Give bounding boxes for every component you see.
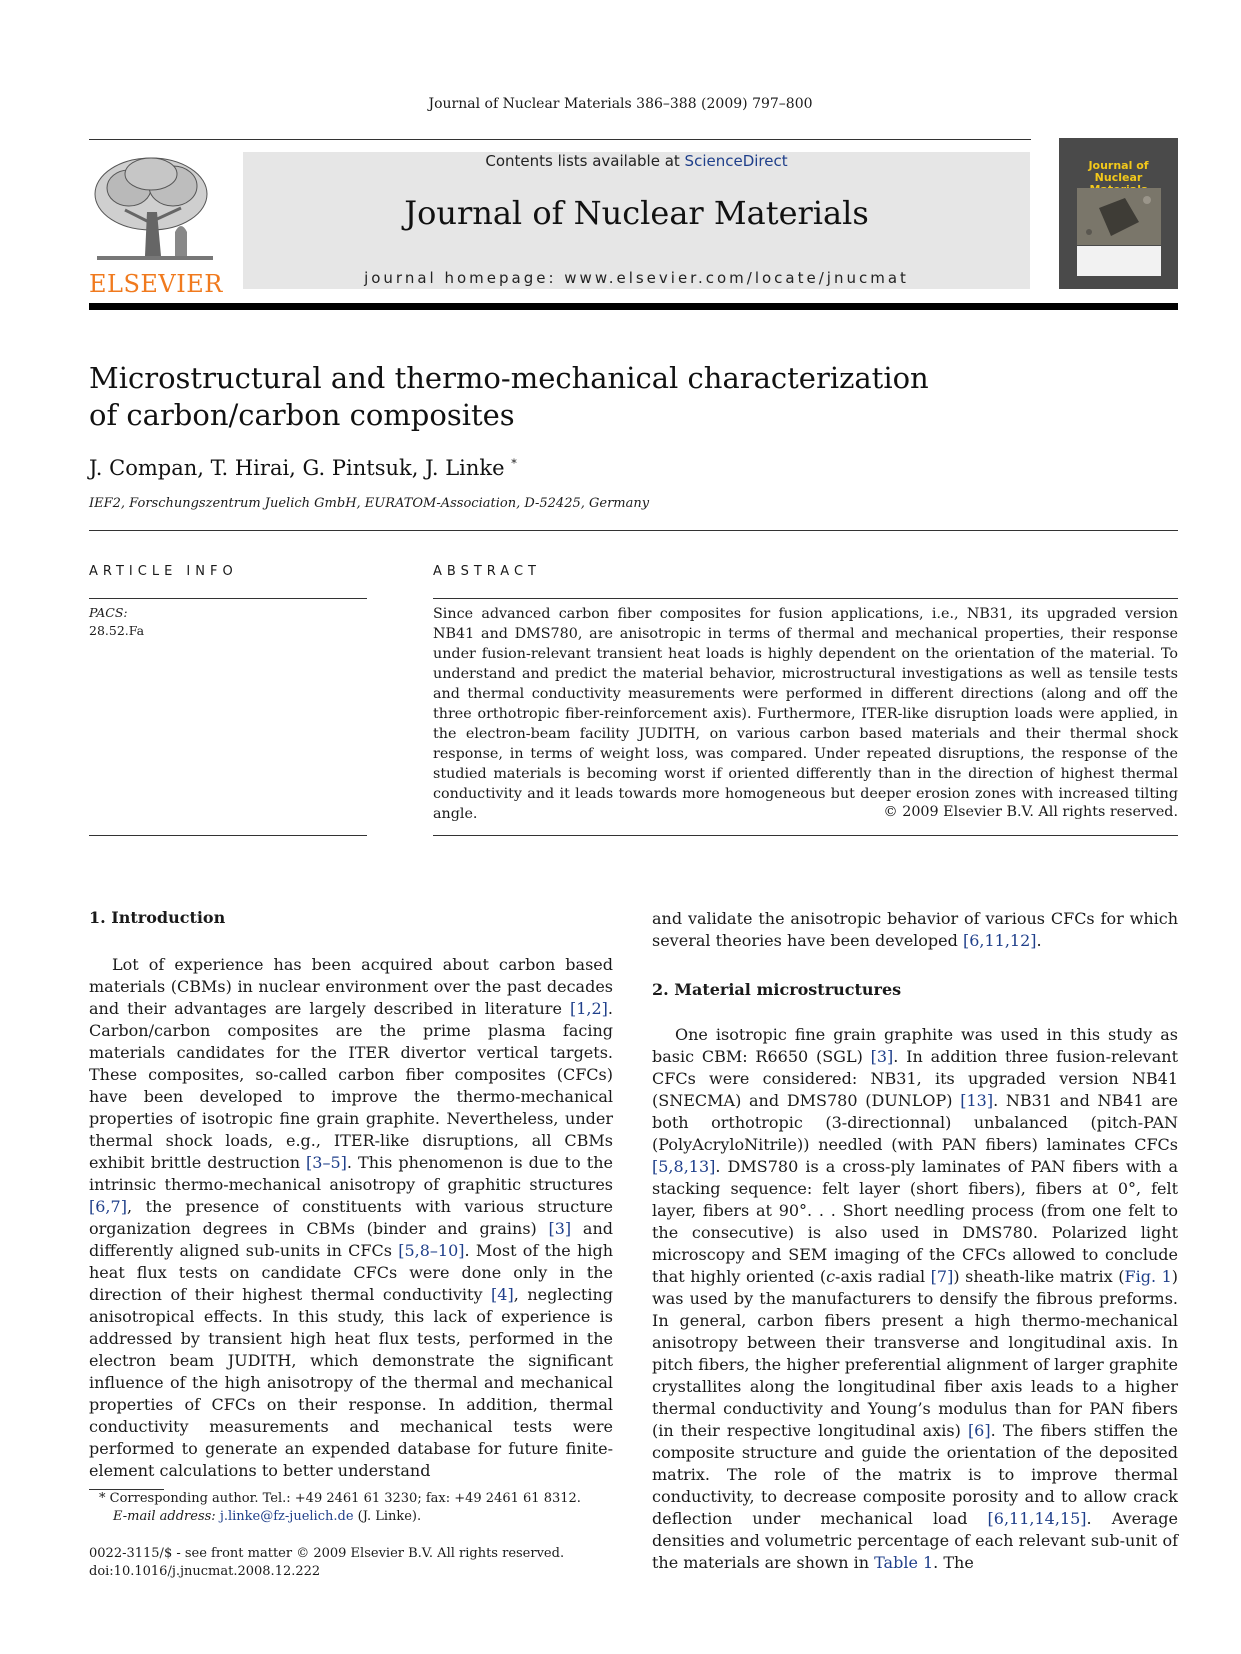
footnote-mark: * xyxy=(99,1491,106,1506)
email-link[interactable]: j.linke@fz-juelich.de xyxy=(219,1509,354,1524)
citation-link[interactable]: [3] xyxy=(870,1047,894,1066)
abstract-bottom-rule xyxy=(433,835,1178,836)
figure-link[interactable]: Fig. 1 xyxy=(1124,1267,1172,1286)
table-link[interactable]: Table 1 xyxy=(874,1553,934,1572)
intro-heading: 1. Introduction xyxy=(89,908,226,927)
title-line-1: Microstructural and thermo-mechanical characterization xyxy=(89,361,929,395)
doi[interactable]: doi:10.1016/j.jnucmat.2008.12.222 xyxy=(89,1564,321,1579)
abstract-text: Since advanced carbon fiber composites for fusion applications, i.e., NB31, its upgraded version NB41 and DMS780, are anisotropic in terms of thermal and mechanical properties, their response under fusion-relevant transient heat loads is highly dependent on the orientation of the material. To understand and predict the material behavior, microstructural investigations as well as tensile tests and thermal conductivity measurements were performed in different directions (along and off the three orthotropic fiber-reinforcement axis). Furthermore, ITER-like disruption loads were applied, in the electron-beam facility JUDITH, on various carbon based materials and their thermal shock response, in terms of weight loss, was compared. Under repeated disruptions, the response of the studied materials is becoming worst if oriented differently than in the direction of highest thermal conductivity and it leads towards more homogeneous but deeper erosion zones with increased tilting angle. xyxy=(433,606,1178,822)
journal-title: Journal of Nuclear Materials xyxy=(404,194,869,232)
header-thick-rule xyxy=(89,303,1178,310)
corresponding-mark[interactable]: * xyxy=(511,457,517,470)
cover-title: Journal of Nuclear xyxy=(1088,159,1149,184)
article-info-bottom-rule xyxy=(89,835,367,836)
materials-heading: 2. Material microstructures xyxy=(652,980,902,999)
citation-link[interactable]: [6,11,12] xyxy=(962,931,1037,950)
citation-link[interactable]: [5,8,13] xyxy=(652,1157,716,1176)
citation-link[interactable]: [6,7] xyxy=(89,1197,127,1216)
cover-footer xyxy=(1077,246,1161,276)
sciencedirect-link[interactable]: ScienceDirect xyxy=(684,152,788,170)
title-rule xyxy=(89,530,1178,531)
email-note: E-mail address: j.linke@fz-juelich.de (J. Linke). xyxy=(113,1509,422,1524)
email-label: E-mail address: xyxy=(113,1509,216,1524)
citation-link[interactable]: [4] xyxy=(491,1285,514,1304)
cover-image xyxy=(1077,188,1161,245)
abstract-rule xyxy=(433,598,1178,599)
affiliation: IEF2, Forschungszentrum Juelich GmbH, EURATOM-Association, D-52425, Germany xyxy=(89,496,650,511)
front-matter: 0022-3115/$ - see front matter © 2009 Elsevier B.V. All rights reserved. xyxy=(89,1546,565,1561)
abstract-copyright: © 2009 Elsevier B.V. All rights reserved. xyxy=(883,804,1178,820)
intro-continuation: and validate the anisotropic behavior of various CFCs for which several theories have been developed [6,11,12]. xyxy=(652,909,1178,950)
cover-micrograph xyxy=(1077,188,1161,245)
citation-link[interactable]: [6] xyxy=(967,1421,991,1440)
article-title xyxy=(89,360,989,434)
pacs-value: 28.52.Fa xyxy=(89,623,145,638)
tree-logo-graphic xyxy=(89,152,219,264)
intro-paragraph: Lot of experience has been acquired about carbon based materials (CBMs) in nuclear environment over the past decades and their advantages are largely described in literature [1,2]. Carbon/carbon composites are the prime plasma facing materials candidates for the ITER divertor vertical targets. These composites, so-called carbon fiber composites (CFCs) have been developed to improve the thermo-mechanical properties of isotropic fine grain graphite. Nevertheless, under thermal shock loads, e.g., ITER-like disruptions, all CBMs exhibit brittle destruction [3–5]. This phenomenon is due to the intrinsic thermo-mechanical anisotropy of graphitic structures [6,7], the presence of constituents with various structure organization degrees in CBMs (binder and grains) [3] and differently aligned sub-units in CFCs [5,8–10]. Most of the high heat flux tests on candidate CFCs were done only in the direction of their highest thermal conductivity [4], neglecting anisotropical effects. In this study, this lack of experience is addressed by transient high heat flux tests, performed in the electron beam JUDITH, which demonstrate the significant influence of the high anisotropy of the thermal and mechanical properties of CFCs on their response. In addition, thermal conductivity measurements and mechanical tests were performed to generate an expended database for future finite-element calculations to better understand xyxy=(89,955,614,1480)
citation-link[interactable]: [1,2] xyxy=(569,999,608,1018)
header-rule xyxy=(89,139,1031,140)
citation-link[interactable]: [13] xyxy=(960,1091,994,1110)
journal-reference: Journal of Nuclear Materials 386–388 (2009) 797–800 xyxy=(428,96,813,112)
elsevier-wordmark: ELSEVIER xyxy=(89,270,223,298)
article-info-rule xyxy=(89,598,367,599)
citation-link[interactable]: [5,8–10] xyxy=(398,1241,465,1260)
journal-homepage[interactable]: journal homepage: www.elsevier.com/locate/jnucmat xyxy=(364,269,909,287)
citation-link[interactable]: [3] xyxy=(548,1219,572,1238)
citation-link[interactable]: [6,11,14,15] xyxy=(987,1509,1087,1528)
contents-line xyxy=(243,152,1030,170)
materials-paragraph: One isotropic fine grain graphite was used in this study as basic CBM: R6650 (SGL) [3]. In addition three fusion-relevant CFCs were considered: NB31, its upgraded version NB41 (SNECMA) and DMS780 (DUNLOP) [13]. NB31 and NB41 are both orthotropic (3-directionnal) unbalanced (pitch-PAN (PolyAcryloNitrile)) needled (with PAN fibers) laminates CFCs [5,8,13]. DMS780 is a cross-ply laminates of PAN fibers with a stacking sequence: felt layer (short fibers), fibers at 0°, felt layer, fibers at 90°. . . Short needling process (from one felt to the consecutive) is also used in DMS780. Polarized light microscopy and SEM imaging of the CFCs allowed to conclude that highly oriented (c-axis radial [7]) sheath-like matrix (Fig. 1) was used by the manufacturers to densify the fibrous preforms. In general, carbon fibers present a high thermo-mechanical anisotropy between their transverse and longitudinal axis. In pitch fibers, the higher preferential alignment of larger graphite crystallites along the longitudinal fiber axis leads to a higher thermal conductivity and Young’s modulus than for PAN fibers (in their respective longitudinal axis) [6]. The fibers stiffen the composite structure and guide the orientation of the deposited matrix. The role of the matrix is to improve thermal conductivity, to decrease composite porosity and to allow crack deflection under mechanical load [6,11,14,15]. Average densities and volumetric percentage of each relevant sub-unit of the materials are shown in Table 1. The xyxy=(652,1025,1179,1572)
corresponding-author-note: * Corresponding author. Tel.: +49 2461 61 3230; fax: +49 2461 61 8312. xyxy=(99,1491,581,1506)
article-info-label: ARTICLE INFO xyxy=(89,564,238,579)
contents-prefix: Contents lists available at xyxy=(485,152,685,170)
pacs-label: PACS: xyxy=(89,605,128,620)
title-line-2: of carbon/carbon composites xyxy=(89,398,515,432)
citation-link[interactable]: [7] xyxy=(930,1267,954,1286)
author-list: J. Compan, T. Hirai, G. Pintsuk, J. Linke xyxy=(89,456,505,480)
authors xyxy=(89,456,517,480)
abstract-label: ABSTRACT xyxy=(433,564,541,579)
citation-link[interactable]: [3–5] xyxy=(306,1153,347,1172)
